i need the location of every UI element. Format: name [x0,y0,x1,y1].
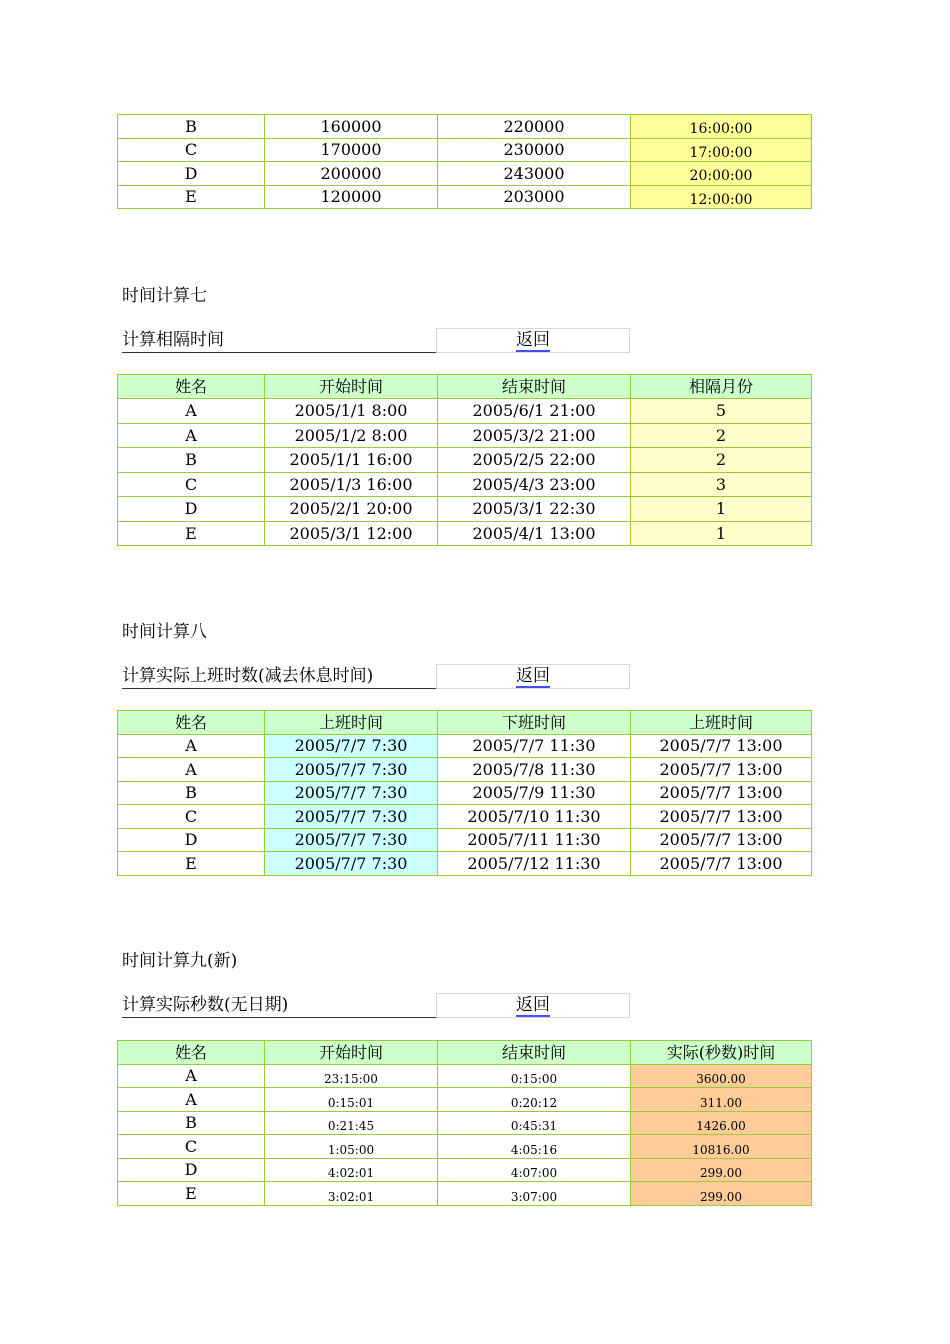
table-row [118,1065,812,1088]
cell-start: 0:15:01 [265,1088,438,1112]
column-header: 姓名 [118,375,265,399]
table-row [118,522,812,546]
cell-start: 2005/3/1 12:00 [265,522,438,546]
cell-result: 2005/7/7 13:00 [631,758,812,782]
table-row [118,1135,812,1159]
cell-end: 0:15:00 [438,1065,631,1088]
cell-name: A [118,1065,265,1088]
table-row [118,735,812,758]
table-row [118,497,812,522]
cell-name: B [118,782,265,805]
cell-start: 1:05:00 [265,1135,438,1159]
cell-result: 1426.00 [631,1112,812,1135]
cell-name: A [118,424,265,448]
cell-start: 3:02:01 [265,1182,438,1206]
cell-name: B [118,115,265,139]
column-header: 姓名 [118,711,265,735]
cell-value: 203000 [438,186,631,209]
table-row [118,473,812,497]
cell-value: 120000 [265,186,438,209]
table-row [118,829,812,852]
table-row [118,186,812,209]
cell-name: B [118,1112,265,1135]
cell-end: 2005/3/2 21:00 [438,424,631,448]
cell-result: 3600.00 [631,1065,812,1088]
table-header-row [118,711,812,735]
cell-value: 160000 [265,115,438,139]
cell-name: A [118,758,265,782]
cell-name: A [118,1088,265,1112]
cell-name: C [118,473,265,497]
table-header-row [118,375,812,399]
cell-end: 2005/4/3 23:00 [438,473,631,497]
cell-start: 2005/1/3 16:00 [265,473,438,497]
table-row [118,852,812,876]
cell-start: 4:02:01 [265,1159,438,1182]
table-row [118,805,812,829]
cell-name: A [118,399,265,424]
section-subtitle: 计算实际上班时数(减去休息时间) [122,664,436,689]
column-header: 姓名 [118,1041,265,1065]
cell-end: 4:07:00 [438,1159,631,1182]
table-row [118,448,812,473]
cell-result: 2005/7/7 13:00 [631,852,812,876]
section-subheader [117,993,630,1018]
cell-name: C [118,139,265,162]
cell-start: 0:21:45 [265,1112,438,1135]
cell-result: 2 [631,448,812,473]
cell-start: 2005/7/7 7:30 [265,735,438,758]
cell-end: 2005/7/9 11:30 [438,782,631,805]
column-header: 上班时间 [631,711,812,735]
cell-result: 299.00 [631,1182,812,1206]
column-header: 实际(秒数)时间 [631,1041,812,1065]
table-row [118,424,812,448]
cell-name: B [118,448,265,473]
cell-result: 311.00 [631,1088,812,1112]
cell-name: D [118,162,265,186]
cell-end: 2005/6/1 21:00 [438,399,631,424]
section-subtitle: 计算实际秒数(无日期) [122,993,436,1018]
column-header: 上班时间 [265,711,438,735]
cell-end: 2005/2/5 22:00 [438,448,631,473]
cell-start: 2005/1/2 8:00 [265,424,438,448]
back-link-label: 返回 [516,666,550,686]
cell-name: C [118,1135,265,1159]
cell-name: D [118,1159,265,1182]
column-header: 开始时间 [265,375,438,399]
cell-result: 17:00:00 [631,139,812,162]
cell-name: E [118,522,265,546]
cell-result: 1 [631,497,812,522]
cell-end: 2005/7/7 11:30 [438,735,631,758]
section-subtitle: 计算相隔时间 [122,328,436,353]
cell-end: 3:07:00 [438,1182,631,1206]
section-title: 时间计算九(新) [122,951,238,971]
cell-value: 170000 [265,139,438,162]
cell-result: 2005/7/7 13:00 [631,782,812,805]
cell-name: E [118,186,265,209]
table-header-row [118,1041,812,1065]
cell-start: 2005/7/7 7:30 [265,805,438,829]
cell-end: 2005/7/8 11:30 [438,758,631,782]
table-row [118,782,812,805]
section-subheader [117,664,630,689]
column-header: 下班时间 [438,711,631,735]
table-section9 [117,1040,812,1206]
section-title: 时间计算八 [122,622,207,642]
cell-start: 2005/7/7 7:30 [265,758,438,782]
cell-name: D [118,497,265,522]
cell-start: 2005/1/1 16:00 [265,448,438,473]
table-row [118,1112,812,1135]
cell-end: 0:45:31 [438,1112,631,1135]
cell-result: 5 [631,399,812,424]
column-header: 结束时间 [438,1041,631,1065]
cell-end: 2005/4/1 13:00 [438,522,631,546]
section-title: 时间计算七 [122,286,207,306]
back-link-label: 返回 [516,330,550,350]
cell-value: 243000 [438,162,631,186]
cell-result: 3 [631,473,812,497]
cell-start: 2005/7/7 7:30 [265,852,438,876]
cell-name: D [118,829,265,852]
table-row [118,1182,812,1206]
section-subheader [117,328,630,353]
back-link-label: 返回 [516,995,550,1015]
table-section6 [117,114,812,209]
table-row [118,1088,812,1112]
cell-name: C [118,805,265,829]
cell-name: E [118,1182,265,1206]
cell-end: 0:20:12 [438,1088,631,1112]
cell-value: 200000 [265,162,438,186]
cell-result: 299.00 [631,1159,812,1182]
table-row [118,758,812,782]
cell-result: 1 [631,522,812,546]
table-row [118,162,812,186]
table-row [118,139,812,162]
cell-start: 2005/1/1 8:00 [265,399,438,424]
cell-result: 12:00:00 [631,186,812,209]
cell-result: 10816.00 [631,1135,812,1159]
column-header: 开始时间 [265,1041,438,1065]
table-row [118,399,812,424]
cell-result: 2 [631,424,812,448]
table-section7 [117,374,812,546]
back-link-button[interactable] [436,993,630,1018]
table-row [118,1159,812,1182]
cell-end: 2005/7/11 11:30 [438,829,631,852]
cell-start: 2005/7/7 7:30 [265,829,438,852]
cell-start: 2005/2/1 20:00 [265,497,438,522]
column-header: 结束时间 [438,375,631,399]
cell-result: 2005/7/7 13:00 [631,829,812,852]
cell-end: 2005/3/1 22:30 [438,497,631,522]
back-link-button[interactable] [436,664,630,689]
cell-end: 4:05:16 [438,1135,631,1159]
column-header: 相隔月份 [631,375,812,399]
cell-result: 20:00:00 [631,162,812,186]
cell-result: 2005/7/7 13:00 [631,735,812,758]
cell-name: E [118,852,265,876]
table-section8 [117,710,812,876]
cell-result: 16:00:00 [631,115,812,139]
cell-start: 2005/7/7 7:30 [265,782,438,805]
cell-value: 220000 [438,115,631,139]
cell-name: A [118,735,265,758]
cell-start: 23:15:00 [265,1065,438,1088]
back-link-button[interactable] [436,328,630,353]
cell-result: 2005/7/7 13:00 [631,805,812,829]
cell-value: 230000 [438,139,631,162]
cell-end: 2005/7/12 11:30 [438,852,631,876]
table-row [118,115,812,139]
cell-end: 2005/7/10 11:30 [438,805,631,829]
